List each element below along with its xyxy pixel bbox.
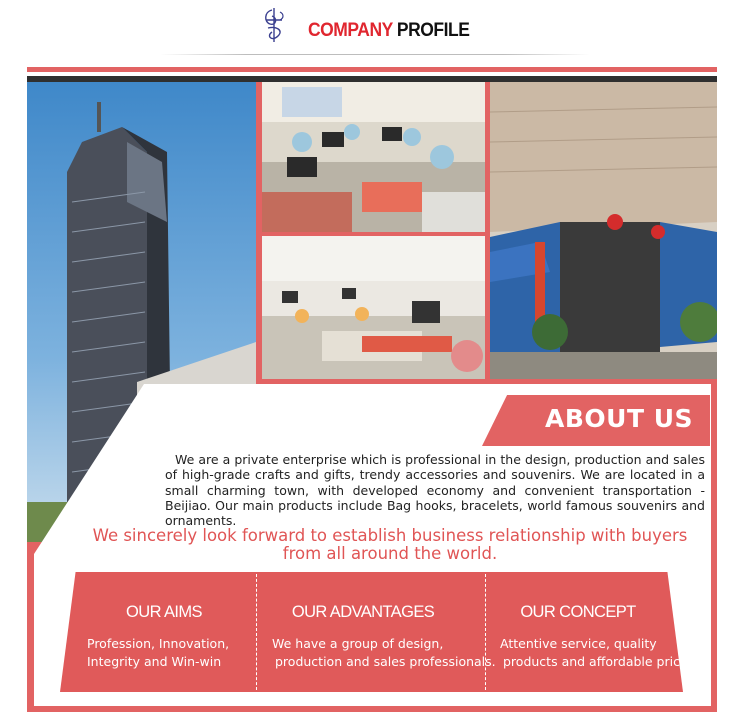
slogan-line-1: We sincerely look forward to establish business relationship with buyers [92,526,688,545]
box-separator [485,574,486,690]
our-advantages-body [272,635,496,671]
office-photo-top [262,82,485,232]
our-advantages-line-1: We have a group of design, [272,636,444,651]
slogan [80,527,700,563]
page-title [308,20,469,42]
our-concept-line-1: Attentive service, quality [500,636,657,651]
our-advantages-title: OUR ADVANTAGES [291,603,435,621]
slogan-line-2: from all around the world. [282,544,498,563]
about-paragraph [165,452,705,528]
info-boxes [60,572,683,692]
our-concept-line-2: products and affordable price. [503,654,692,669]
our-aims-line-1: Profession, Innovation, [87,636,230,651]
company-logo [258,6,290,46]
title-part-profile: PROFILE [392,20,470,41]
about-paragraph-text: We are a private enterprise which is professional in the design, production and sales of high-grade crafts and gifts, trendy accessories and souvenirs. We are located in a small charming town, with developed economy and convenient transportation - Beijiao. Our main products include Bag hooks, bracelets, world famous souvenirs and ornaments. [165,452,705,529]
our-advantages-line-2: production and sales professionals. [275,654,496,669]
our-aims-title: OUR AIMS [126,603,202,621]
office-photo-bottom [262,236,485,379]
header-divider [160,54,590,55]
our-concept-title: OUR CONCEPT [520,603,636,621]
title-part-company: COMPANY [308,20,393,41]
our-aims-body [87,635,229,671]
our-concept-body [500,635,692,671]
our-aims-line-2: Integrity and Win-win [87,654,222,669]
factory-photo [490,82,717,379]
top-red-bar [27,67,717,72]
box-separator [256,574,257,690]
about-us-heading: ABOUT US [545,404,694,433]
